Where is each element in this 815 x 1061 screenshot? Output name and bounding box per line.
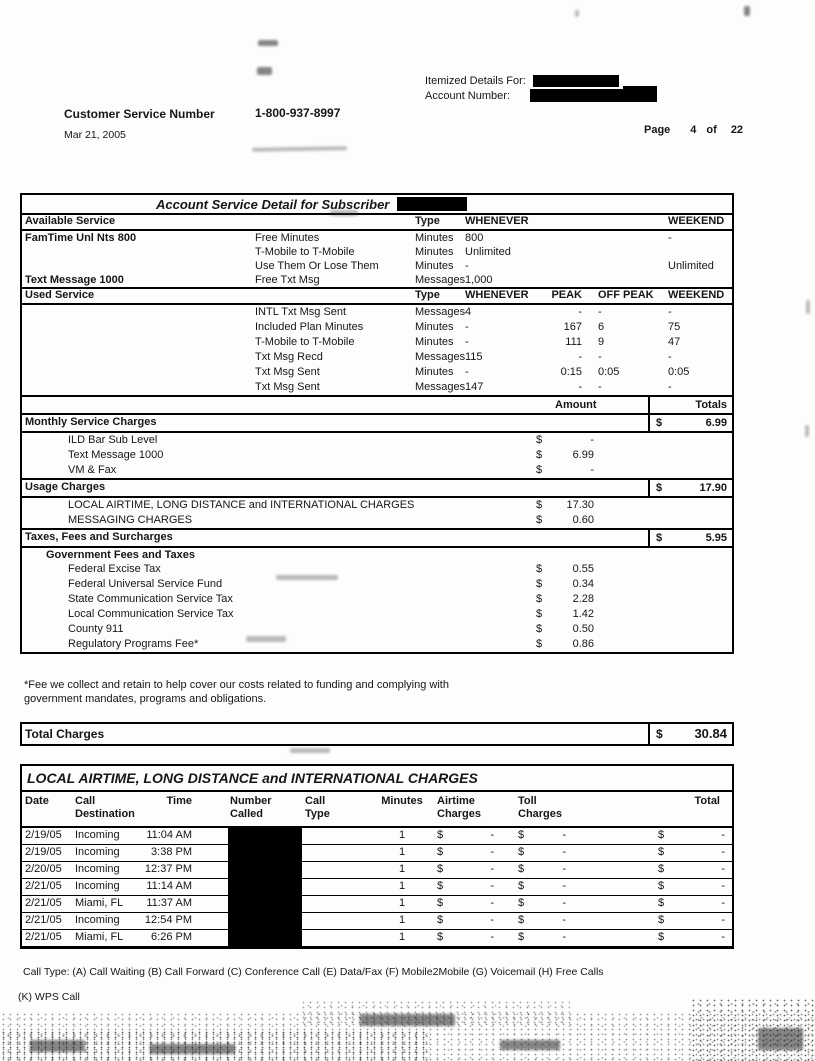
page-total: 22 [730, 124, 744, 136]
plan-name [22, 259, 255, 273]
call-time: 6:26 PM [151, 931, 192, 943]
table-title [22, 195, 732, 215]
usage-type: Minutes [415, 336, 454, 348]
usage-weekend: 0:05 [668, 366, 690, 378]
service-type: Minutes [415, 260, 454, 272]
usage-offpeak: 0:05 [598, 366, 620, 378]
scan-artifact [246, 636, 286, 642]
minutes-column-header: Minutes [381, 795, 423, 807]
call-date: 2/21/05 [25, 914, 62, 926]
scan-artifact [758, 1028, 803, 1050]
total-column-header: Total [694, 795, 720, 807]
call-total: - [721, 897, 725, 909]
footnote: *Fee we collect and retain to help cover our costs related to funding and complying with government mandates, programs and obligations. [24, 679, 449, 705]
tax-label: Federal Universal Service Fund [68, 578, 223, 590]
tax-amount: 0.55 [572, 563, 594, 575]
monthly-charges-label: Monthly Service Charges [25, 416, 157, 428]
call-minutes: 1 [398, 863, 406, 875]
usage-item: Txt Msg Sent [255, 381, 320, 393]
call-time: 12:37 PM [144, 863, 192, 875]
airtime-charge: - [490, 880, 494, 892]
call-minutes: 1 [398, 897, 406, 909]
offpeak-column-header: OFF PEAK [598, 289, 654, 301]
service-item: Use Them Or Lose Them [255, 260, 379, 272]
service-whenever: 800 [465, 232, 484, 244]
date-column-header: Date [25, 795, 49, 807]
service-weekend: - [668, 232, 672, 244]
service-weekend [654, 245, 732, 259]
used-service-label: Used Service [25, 289, 95, 301]
scan-artifact [290, 748, 330, 753]
tax-label: Local Communication Service Tax [68, 608, 234, 620]
usage-type: Minutes [415, 366, 454, 378]
currency-sign: $ [536, 434, 543, 446]
service-item: T-Mobile to T-Mobile [255, 246, 355, 258]
itemized-details-block [425, 73, 638, 103]
totals-column-header-cell [648, 397, 732, 413]
itemized-details-redaction [533, 75, 619, 87]
call-destination: Incoming [75, 863, 120, 875]
call-total: - [721, 829, 725, 841]
monthly-charges-total: 6.99 [705, 416, 727, 429]
usage-offpeak: 6 [598, 321, 605, 333]
amount-totals-header-row [22, 395, 732, 413]
charge-row [22, 498, 732, 513]
airtime-charge: - [490, 931, 494, 943]
currency-sign: $ [536, 563, 543, 575]
toll-charge: - [562, 880, 566, 892]
call-table-header [22, 792, 732, 828]
call-minutes: 1 [398, 914, 406, 926]
service-whenever: Unlimited [465, 246, 511, 258]
charge-label: VM & Fax [68, 464, 117, 476]
charge-amount: - [590, 434, 594, 446]
usage-type: Messages [415, 306, 466, 318]
currency-sign: $ [656, 531, 663, 544]
tax-label: Regulatory Programs Fee* [68, 638, 199, 650]
currency-sign: $ [437, 931, 444, 943]
used-service-row [22, 350, 732, 365]
call-destination: Miami, FL [75, 897, 124, 909]
currency-sign: $ [536, 514, 543, 526]
currency-sign: $ [656, 727, 663, 741]
itemized-details-label: Itemized Details For: [425, 74, 526, 87]
currency-sign: $ [437, 880, 444, 892]
currency-sign: $ [658, 880, 665, 892]
usage-peak: 167 [563, 321, 582, 333]
usage-charges-header [22, 478, 732, 498]
call-charges-table [20, 764, 734, 949]
plan-name [22, 245, 255, 259]
gov-fees-subheader: Government Fees and Taxes [46, 549, 195, 561]
usage-charges-total-cell [648, 480, 732, 496]
call-time: 3:38 PM [151, 846, 192, 858]
statement-date: Mar 21, 2005 [64, 129, 126, 141]
toll-column-header: Toll Charges [518, 795, 563, 820]
used-service-row [22, 365, 732, 380]
currency-sign: $ [518, 914, 525, 926]
tax-label: State Communication Service Tax [68, 593, 233, 605]
scan-artifact [744, 6, 750, 16]
tax-row [22, 577, 732, 592]
subscriber-number-redaction [397, 197, 467, 211]
charge-row [22, 513, 732, 528]
call-time: 11:37 AM [146, 897, 192, 909]
call-destination: Miami, FL [75, 931, 124, 943]
scan-artifact [258, 40, 278, 46]
service-weekend [654, 273, 732, 287]
call-date: 2/20/05 [25, 863, 62, 875]
available-service-row [22, 259, 732, 273]
taxes-header [22, 528, 732, 548]
number-called-redaction [228, 828, 302, 946]
call-time: 12:54 PM [144, 914, 192, 926]
currency-sign: $ [518, 880, 525, 892]
taxes-total: 5.95 [705, 531, 727, 544]
call-table-title: LOCAL AIRTIME, LONG DISTANCE and INTERNATIONAL CHARGES [22, 766, 732, 792]
service-whenever: 1,000 [465, 274, 493, 286]
usage-type: Messages [415, 381, 466, 393]
charge-amount: - [590, 464, 594, 476]
customer-service-number: 1-800-937-8997 [255, 106, 341, 120]
toll-charge: - [562, 846, 566, 858]
call-row [22, 913, 732, 930]
toll-charge: - [562, 863, 566, 875]
usage-item: Included Plan Minutes [255, 321, 364, 333]
usage-peak: - [578, 306, 582, 318]
charge-label: Text Message 1000 [68, 449, 164, 461]
used-service-header [22, 287, 732, 305]
usage-weekend: - [668, 306, 672, 318]
airtime-charge: - [490, 897, 494, 909]
airtime-column-header: Airtime Charges [437, 795, 482, 820]
usage-peak: - [578, 351, 582, 363]
currency-sign: $ [518, 897, 525, 909]
call-minutes: 1 [398, 880, 406, 892]
whenever-column-header: WHENEVER [465, 289, 529, 301]
tax-amount: 0.34 [572, 578, 594, 590]
available-service-row [22, 245, 732, 259]
usage-charges-label: Usage Charges [25, 481, 106, 493]
scan-artifact [500, 1040, 560, 1050]
currency-sign: $ [536, 593, 543, 605]
taxes-total-cell [648, 530, 732, 546]
currency-sign: $ [437, 829, 444, 841]
weekend-column-header: WEEKEND [668, 215, 725, 227]
service-item: Free Minutes [255, 232, 320, 244]
airtime-charge: - [490, 914, 494, 926]
usage-whenever: 115 [465, 351, 483, 363]
charge-amount: 17.30 [566, 499, 594, 511]
currency-sign: $ [658, 897, 665, 909]
service-type: Minutes [415, 232, 454, 244]
call-total: - [721, 880, 725, 892]
scan-artifact [150, 1044, 235, 1054]
scan-artifact [360, 1014, 455, 1026]
currency-sign: $ [518, 931, 525, 943]
account-number-redaction-2 [623, 86, 657, 102]
available-service-header [22, 215, 732, 231]
usage-offpeak: - [598, 381, 602, 393]
scan-artifact [276, 575, 338, 580]
usage-whenever: 147 [465, 381, 484, 393]
currency-sign: $ [437, 863, 444, 875]
call-total: - [721, 931, 725, 943]
call-total: - [721, 914, 725, 926]
tax-label: County 911 [68, 623, 124, 635]
call-row [22, 845, 732, 862]
usage-type: Minutes [415, 321, 454, 333]
usage-peak: - [578, 381, 582, 393]
charge-amount: 6.99 [572, 449, 594, 461]
currency-sign: $ [437, 846, 444, 858]
currency-sign: $ [658, 914, 665, 926]
call-destination: Incoming [75, 846, 120, 858]
call-date: 2/19/05 [25, 846, 62, 858]
usage-type: Messages [415, 351, 466, 363]
call-row [22, 862, 732, 879]
plan-name: Text Message 1000 [25, 274, 124, 286]
available-service-label: Available Service [25, 215, 116, 227]
currency-sign: $ [536, 578, 543, 590]
toll-charge: - [562, 914, 566, 926]
usage-weekend: 47 [668, 336, 681, 348]
call-time: 11:04 AM [146, 829, 192, 841]
account-service-table [20, 193, 734, 654]
service-type: Messages [415, 274, 466, 286]
call-destination: Incoming [75, 829, 120, 841]
usage-offpeak: - [598, 306, 602, 318]
scan-artifact [806, 300, 810, 314]
usage-weekend: - [668, 381, 672, 393]
usage-weekend: - [668, 351, 672, 363]
scan-artifact [575, 10, 579, 17]
usage-charges-total: 17.90 [699, 481, 727, 494]
call-minutes: 1 [398, 931, 406, 943]
tax-row [22, 637, 732, 652]
usage-item: INTL Txt Msg Sent [255, 306, 347, 318]
account-number-redaction [530, 89, 638, 102]
number-called-column-header: Number Called [230, 795, 272, 820]
charge-label: MESSAGING CHARGES [68, 514, 193, 526]
usage-item: T-Mobile to T-Mobile [255, 336, 355, 348]
currency-sign: $ [536, 449, 543, 461]
currency-sign: $ [658, 846, 665, 858]
charge-row [22, 463, 732, 478]
call-type-legend: Call Type: (A) Call Waiting (B) Call Forward (C) Conference Call (E) Data/Fax (F) Mobile2Mobile (G) Voicemail (H) Free Calls [23, 966, 604, 978]
currency-sign: $ [536, 608, 543, 620]
table-title-text: Account Service Detail for Subscriber [156, 196, 390, 212]
tax-amount: 2.28 [572, 593, 594, 605]
call-destination: Incoming [75, 914, 120, 926]
used-service-row [22, 335, 732, 350]
currency-sign: $ [437, 914, 444, 926]
usage-whenever: - [465, 366, 469, 378]
total-charges-box [20, 722, 734, 746]
currency-sign: $ [656, 416, 663, 429]
toll-charge: - [562, 829, 566, 841]
charge-row [22, 448, 732, 463]
currency-sign: $ [656, 481, 663, 494]
scan-artifact [330, 210, 358, 216]
plan-name: FamTime Unl Nts 800 [25, 232, 137, 244]
scan-artifact [257, 67, 272, 75]
airtime-charge: - [490, 829, 494, 841]
tax-row [22, 562, 732, 577]
call-destination: Incoming [75, 880, 120, 892]
call-type-column-header: Call Type [305, 795, 330, 820]
tax-row [22, 607, 732, 622]
monthly-charges-total-cell [648, 415, 732, 431]
service-type: Minutes [415, 246, 454, 258]
currency-sign: $ [658, 863, 665, 875]
call-minutes: 1 [398, 829, 406, 841]
whenever-column-header: WHENEVER [465, 215, 529, 227]
tax-row [22, 622, 732, 637]
amount-column-header: Amount [555, 399, 597, 411]
charge-amount: 0.60 [572, 514, 594, 526]
usage-weekend: 75 [668, 321, 681, 333]
currency-sign: $ [536, 623, 543, 635]
total-charges-amount: 30.84 [694, 726, 727, 741]
time-column-header: Time [166, 795, 192, 807]
service-whenever: - [465, 260, 469, 272]
charge-row [22, 433, 732, 448]
total-charges-label: Total Charges [25, 727, 105, 741]
call-row [22, 828, 732, 845]
scan-artifact [30, 1040, 85, 1052]
type-column-header: Type [415, 289, 440, 301]
call-date: 2/21/05 [25, 931, 62, 943]
charge-label: LOCAL AIRTIME, LONG DISTANCE and INTERNATIONAL CHARGES [68, 499, 415, 511]
service-weekend: Unlimited [668, 260, 714, 272]
call-row [22, 879, 732, 896]
currency-sign: $ [518, 829, 525, 841]
destination-column-header: Call Destination [75, 795, 135, 820]
call-total: - [721, 863, 725, 875]
call-row [22, 930, 732, 947]
currency-sign: $ [536, 638, 543, 650]
currency-sign: $ [658, 931, 665, 943]
call-total: - [721, 846, 725, 858]
available-service-row [22, 231, 732, 245]
call-date: 2/21/05 [25, 880, 62, 892]
page-number: 4 [690, 124, 697, 136]
wps-note: (K) WPS Call [18, 991, 80, 1003]
used-service-row [22, 380, 732, 395]
tax-amount: 0.50 [572, 623, 594, 635]
usage-item: Txt Msg Sent [255, 366, 320, 378]
used-service-row [22, 305, 732, 320]
usage-whenever: - [465, 321, 469, 333]
page-indicator [644, 124, 743, 136]
currency-sign: $ [518, 863, 525, 875]
tax-row [22, 592, 732, 607]
peak-column-header: PEAK [551, 289, 582, 301]
used-service-row [22, 320, 732, 335]
totals-column-header: Totals [695, 398, 727, 411]
usage-whenever: 4 [465, 306, 472, 318]
weekend-column-header: WEEKEND [668, 289, 725, 301]
call-time: 11:14 AM [146, 880, 192, 892]
monthly-charges-header [22, 413, 732, 433]
usage-whenever: - [465, 336, 469, 348]
scan-artifact [805, 425, 809, 437]
service-item: Free Txt Msg [255, 274, 320, 286]
airtime-charge: - [490, 846, 494, 858]
tax-label: Federal Excise Tax [68, 563, 161, 575]
usage-peak: 0:15 [560, 366, 582, 378]
total-charges-cell [648, 724, 732, 744]
usage-item: Txt Msg Recd [255, 351, 323, 363]
type-column-header: Type [415, 215, 440, 227]
currency-sign: $ [518, 846, 525, 858]
page-of-label: of [706, 124, 717, 136]
call-minutes: 1 [398, 846, 406, 858]
charge-label: ILD Bar Sub Level [68, 434, 158, 446]
customer-service-label: Customer Service Number [64, 107, 215, 121]
currency-sign: $ [536, 499, 543, 511]
toll-charge: - [562, 897, 566, 909]
available-service-row [22, 273, 732, 287]
toll-charge: - [562, 931, 566, 943]
usage-offpeak: - [598, 351, 602, 363]
call-row [22, 896, 732, 913]
scan-artifact [252, 146, 347, 152]
usage-offpeak: 9 [598, 336, 605, 348]
page-label: Page [644, 124, 671, 136]
call-date: 2/21/05 [25, 897, 62, 909]
account-number-label: Account Number: [425, 89, 510, 102]
airtime-charge: - [490, 863, 494, 875]
currency-sign: $ [437, 897, 444, 909]
taxes-label: Taxes, Fees and Surcharges [25, 531, 173, 543]
usage-peak: 111 [565, 336, 582, 348]
tax-amount: 0.86 [572, 638, 594, 650]
currency-sign: $ [658, 829, 665, 841]
call-date: 2/19/05 [25, 829, 62, 841]
currency-sign: $ [536, 464, 543, 476]
tax-amount: 1.42 [572, 608, 594, 620]
